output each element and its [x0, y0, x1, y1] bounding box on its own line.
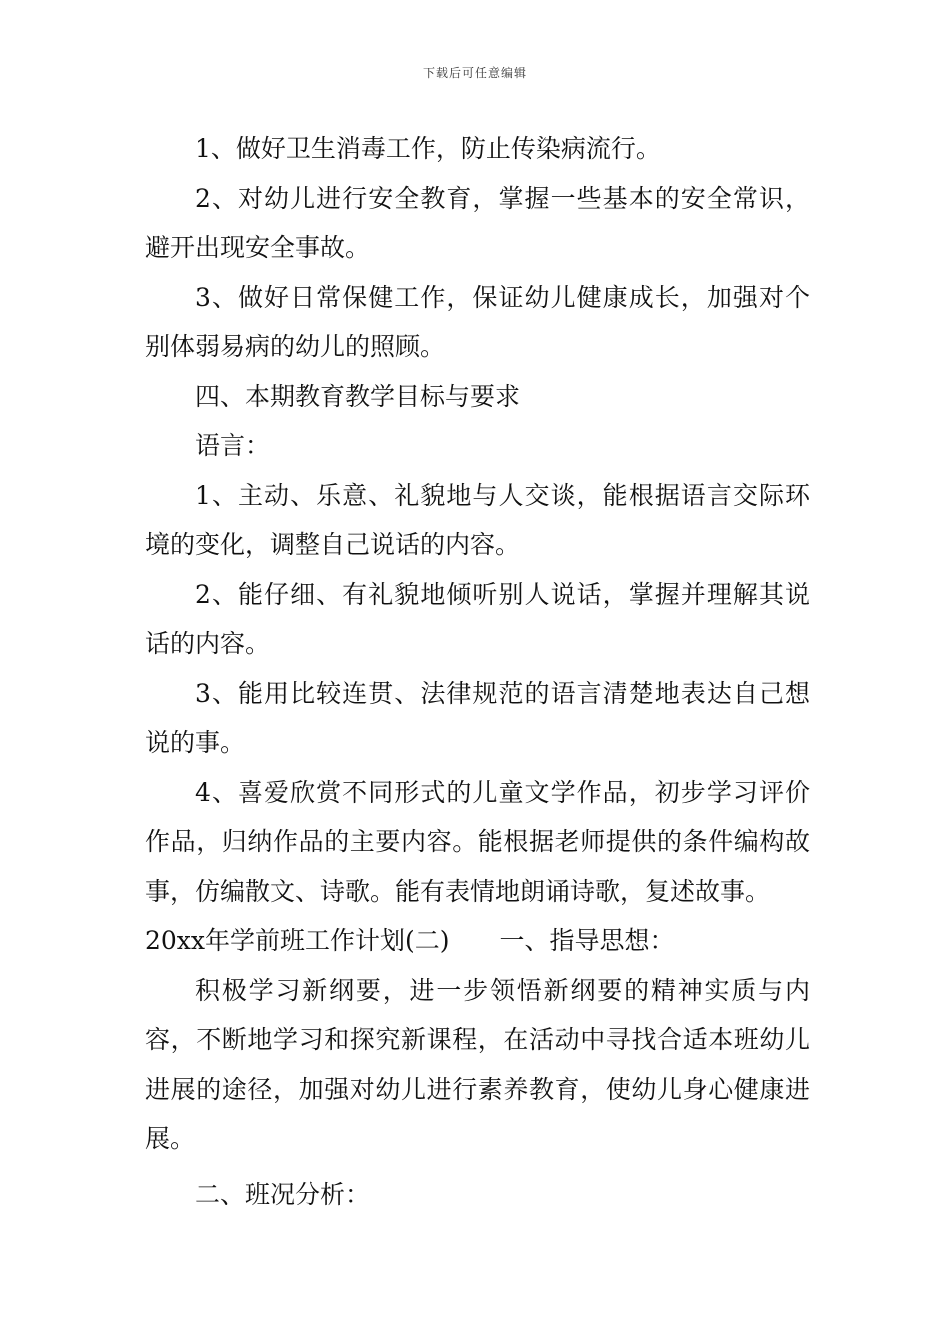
paragraph-health-care: 3、做好日常保健工作，保证幼儿健康成长，加强对个别体弱易病的幼儿的照顾。: [145, 282, 810, 361]
subheading-language: 语言：: [195, 431, 271, 460]
paragraph-language-4: 4、喜爱欣赏不同形式的儿童文学作品，初步学习评价作品，归纳作品的主要内容。能根据老师提供的条件编构故事，仿编散文、诗歌。能有表情地朗诵诗歌，复述故事。: [145, 777, 810, 906]
paragraph-hygiene: 1、做好卫生消毒工作，防止传染病流行。: [195, 134, 661, 163]
document-body: [145, 124, 810, 1219]
paragraph-language-3: 3、能用比较连贯、法律规范的语言清楚地表达自己想说的事。: [145, 678, 810, 757]
paragraph-language-2: 2、能仔细、有礼貌地倾听别人说话，掌握并理解其说话的内容。: [145, 579, 810, 658]
section-heading-class-analysis: 二、班况分析：: [195, 1179, 371, 1209]
plan-title-and-heading: 20xx年学前班工作计划(二) 一、指导思想：: [145, 926, 675, 955]
page-header-note: 下载后可任意编辑: [422, 66, 527, 80]
paragraph-language-1: 1、主动、乐意、礼貌地与人交谈，能根据语言交际环境的变化，调整自己说话的内容。: [145, 480, 810, 559]
paragraph-safety-education: 2、对幼儿进行安全教育，掌握一些基本的安全常识，避开出现安全事故。: [145, 183, 810, 262]
paragraph-guiding-thought: 积极学习新纲要，进一步领悟新纲要的精神实质与内容，不断地学习和探究新课程，在活动中寻找合适本班幼儿进展的途径，加强对幼儿进行素养教育，使幼儿身心健康进展。: [145, 975, 810, 1153]
section-heading-goals: 四、本期教育教学目标与要求: [195, 381, 521, 411]
